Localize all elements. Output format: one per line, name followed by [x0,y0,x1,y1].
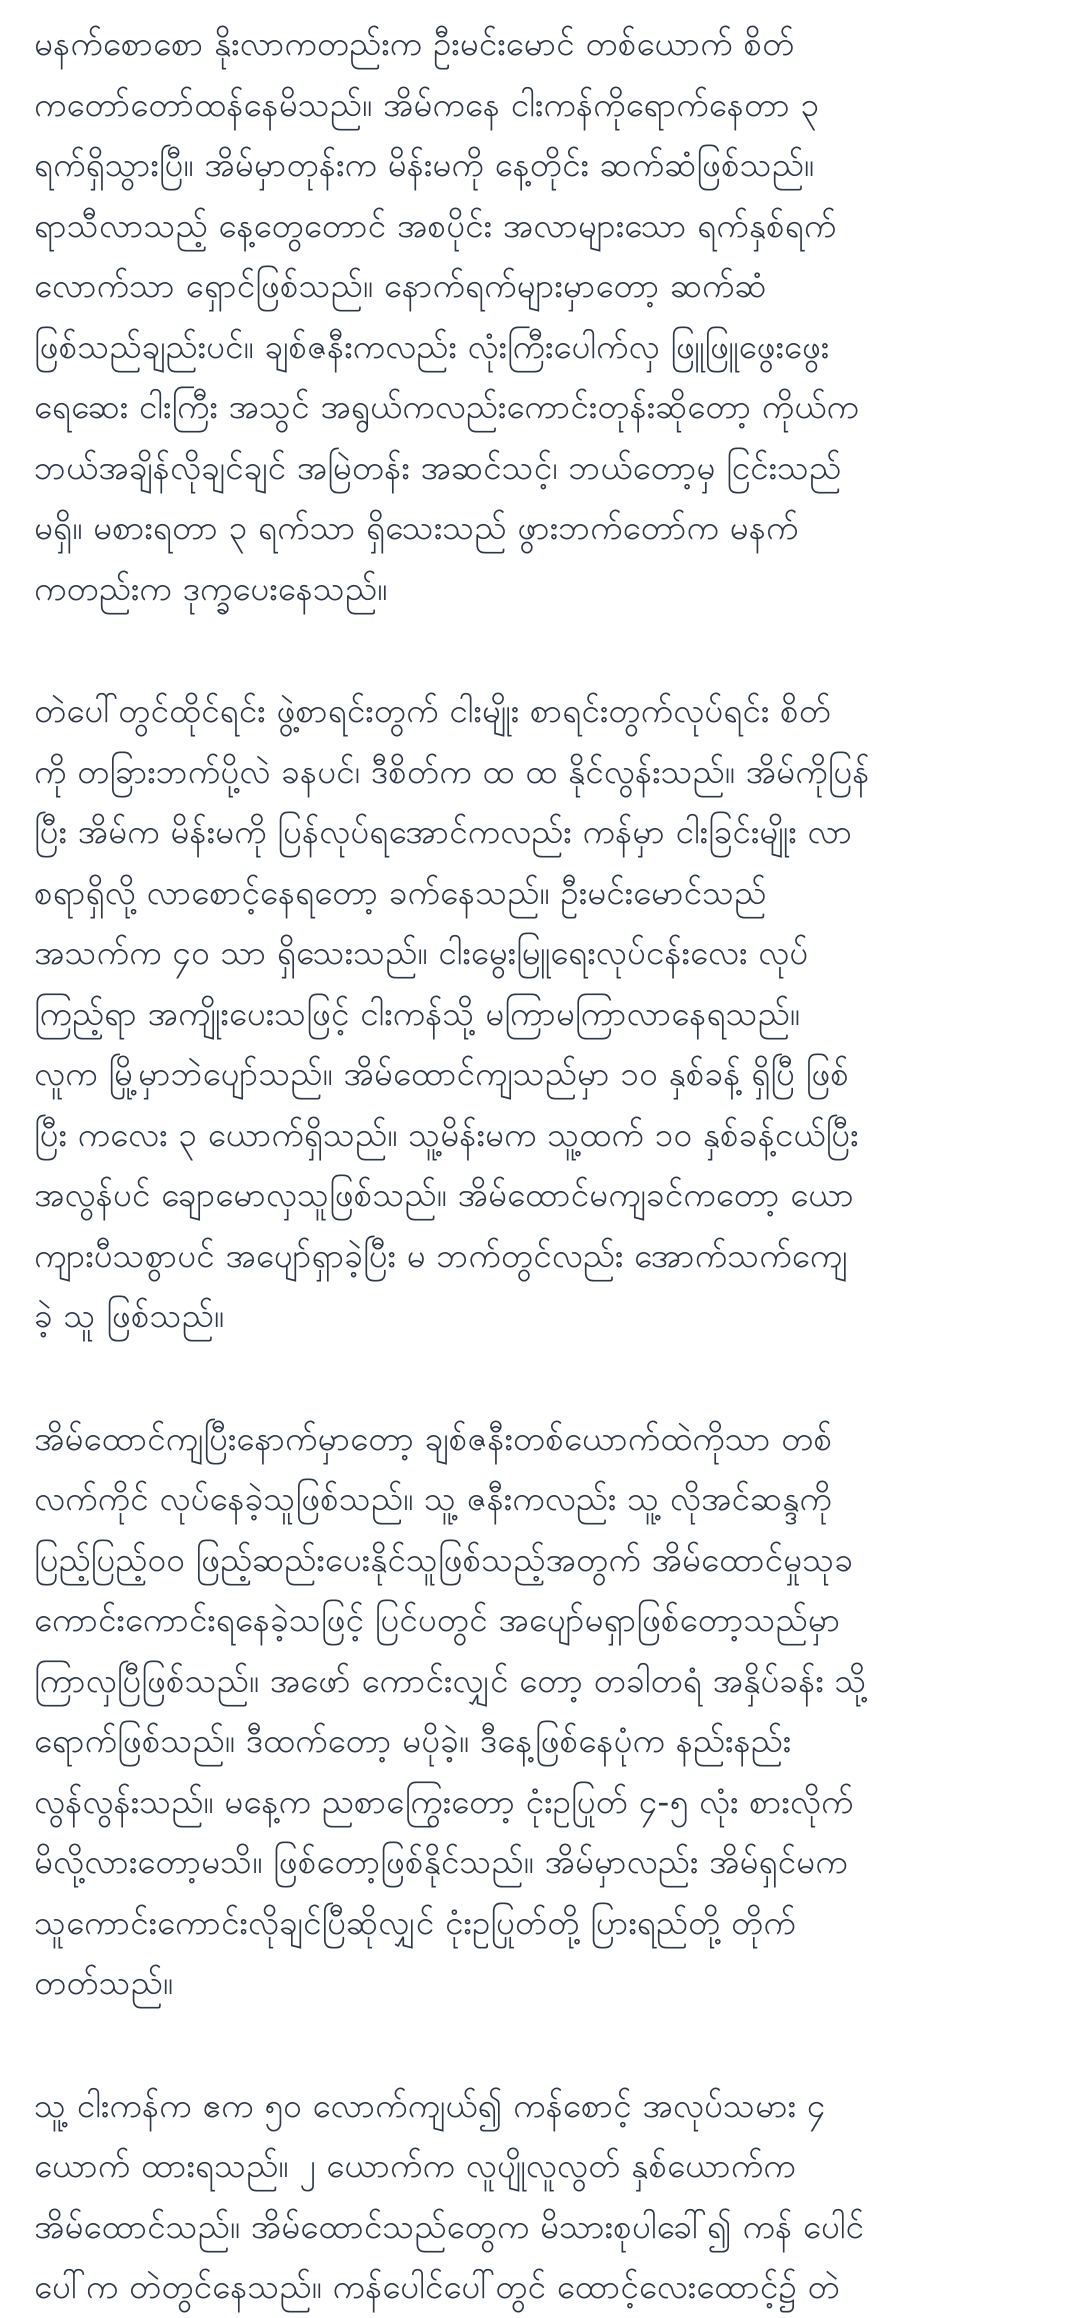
article-paragraph [34,2076,1046,2318]
paragraph-line: ကောင်းကောင်းရနေခဲ့သဖြင့် ပြင်ပတွင် အပျော်မရှာဖြစ်တော့သည်မှာ [34,1600,841,1639]
paragraph-line: ကို တခြားဘက်ပို့လဲ ခနပင်၊ ဒီစိတ်က ထ ထ နိုင်လွန်းသည်။ အိမ်ကိုပြန် [34,751,870,791]
paragraph-line: တဲပေါ်တွင်ထိုင်ရင်း ဖွဲ့စာရင်းတွက် ငါးမျိုး စာရင်းတွက်လုပ်ရင်း စိတ် [34,691,832,730]
paragraph-line: ပေါ်က တဲတွင်နေသည်။ ကန်ပေါင်ပေါ်တွင် ထောင့်လေးထောင့်၌ တဲ [34,2267,840,2306]
paragraph-line: ရောက်ဖြစ်သည်။ ဒီထက်တော့ မပိုခဲ့။ ဒီနေ့ဖြစ်နေပုံက နည်းနည်း [34,1721,792,1760]
paragraph-line: အိမ်ထောင်ကျပြီးနောက်မှာတော့ ချစ်ဇနီးတစ်ယောက်ထဲကိုသာ တစ် [34,1418,833,1458]
article-paragraph [34,14,1046,619]
paragraph-line: လူက မြို့မှာဘဲပျော်သည်။ အိမ်ထောင်ကျသည်မှာ ၁၀ နှစ်ခန့် ရှိပြီ ဖြစ် [34,1054,850,1093]
paragraph-line: စရာရှိလို့ လာစောင့်နေရတော့ ခက်နေသည်။ ဦးမင်းမောင်သည် [34,872,767,912]
paragraph-line: ရာသီလာသည့် နေ့တွေတောင် အစပိုင်း အလာများသော ရက်နှစ်ရက် [34,205,837,245]
paragraph-line: လွန်လွန်းသည်။ မနေ့က ညစာကြွေးတော့ ငုံးဥပြုတ် ၄-၅ လုံး စားလိုက် [34,1781,854,1821]
paragraph-line: သူ့ ငါးကန်က ဧက ၅၀ လောက်ကျယ်၍ ကန်စောင့် အလုပ်သမား ၄ [34,2085,826,2125]
paragraph-line: ခဲ့ သူ ဖြစ်သည်။ [34,1296,225,1335]
paragraph-line: ပြီး အိမ်က မိန်းမကို ပြန်လုပ်ရအောင်ကလည်း ကန်မှာ ငါးခြင်းမျိုး လာ [34,812,853,851]
paragraph-line: ဘယ်အချိန်လိုချင်ချင် အမြဲတန်း အဆင်သင့်၊ ဘယ်တော့မှ ငြင်းသည် [34,447,842,487]
paragraph-line: ကတည်းက ဒုက္ခပေးနေသည်။ [34,568,388,608]
paragraph-line: ကြည့်ရာ အကျိုးပေးသဖြင့် ငါးကန်သို့ မကြာမကြာလာနေရသည်။ [34,993,800,1033]
paragraph-line: ရေဆေး ငါးကြီး အသွင် အရွယ်ကလည်းကောင်းတုန်းဆိုတော့ ကိုယ်က [34,387,860,426]
article-paragraph [34,1409,1046,2014]
paragraph-line: မိလို့လားတော့မသိ။ ဖြစ်တော့ဖြစ်နိုင်သည်။ အိမ်မှာလည်း အိမ်ရှင်မက [34,1842,848,1881]
paragraph-line: ကတော်တော်ထန်နေမိသည်။ အိမ်ကနေ ငါးကန်ကိုရောက်နေတာ ၃ [34,84,820,124]
article-paragraph [34,681,1046,1347]
paragraph-line: ပြီး ကလေး ၃ ယောက်ရှိသည်။ သူ့မိန်းမက သူ့ထက် ၁၀ နှစ်ခန့်ငယ်ပြီး [34,1114,859,1154]
paragraph-line: လက်ကိုင် လုပ်နေခဲ့သူဖြစ်သည်။ သူ့ ဇနီးကလည်း သူ့ လိုအင်ဆန္ဒကို [34,1479,832,1518]
paragraph-line: ကျားပီသစွာပင် အပျော်ရှာခဲ့ပြီး မ ဘက်တွင်လည်း အောက်သက်ကျေ [34,1235,848,1275]
paragraph-line: အသက်က ၄၀ သာ ရှိသေးသည်။ ငါးမွေးမြူရေးလုပ်ငန်းလေး လုပ် [34,933,809,972]
paragraph-line: အလွန်ပင် ချောမောလှသူဖြစ်သည်။ အိမ်ထောင်မကျခင်ကတော့ ယော [34,1175,854,1214]
paragraph-line: လောက်သာ ရှောင်ဖြစ်သည်။ နောက်ရက်များမှာတော့ ဆက်ဆံ [34,266,767,305]
paragraph-line: အိမ်ထောင်သည်။ အိမ်ထောင်သည်တွေက မိသားစုပါခေါ်၍ ကန် ပေါင် [34,2206,865,2246]
paragraph-line: ကြာလှပြီဖြစ်သည်။ အဖော် ကောင်းလျှင် တော့ တခါတရံ အနှိပ်ခန်း သို့ [34,1660,867,1700]
paragraph-line: ယောက် ထားရသည်။ ၂ ယောက်က လူပျိုလူလွတ် နှစ်ယောက်က [34,2146,796,2185]
paragraph-line: ဖြစ်သည်ချည်းပင်။ ချစ်ဇနီးကလည်း လုံးကြီးပေါက်လှ ဖြူဖြူဖွေးဖွေး [34,326,830,366]
paragraph-line: မရှိ။ မစားရတာ ၃ ရက်သာ ရှိသေးသည် ဖွားဘက်တော်က မနက် [34,508,799,547]
paragraph-line: တတ်သည်။ [34,1963,174,2002]
paragraph-line: ရက်ရှိသွားပြီ။ အိမ်မှာတုန်းက မိန်းမကို နေ့တိုင်း ဆက်ဆံဖြစ်သည်။ [34,145,815,184]
paragraph-line: ပြည့်ပြည့်ဝဝ ဖြည့်ဆည်းပေးနိုင်သူဖြစ်သည့်အတွက် အိမ်ထောင်မှုသုခ [34,1539,854,1579]
paragraph-line: မနက်စောစော နိုးလာကတည်းက ဦးမင်းမောင် တစ်ယောက် စိတ် [34,24,795,63]
paragraph-line: သူကောင်းကောင်းလိုချင်ပြီဆိုလျှင် ငုံးဥပြုတ်တို့ ပြားရည်တို့ တိုက် [34,1902,796,1942]
